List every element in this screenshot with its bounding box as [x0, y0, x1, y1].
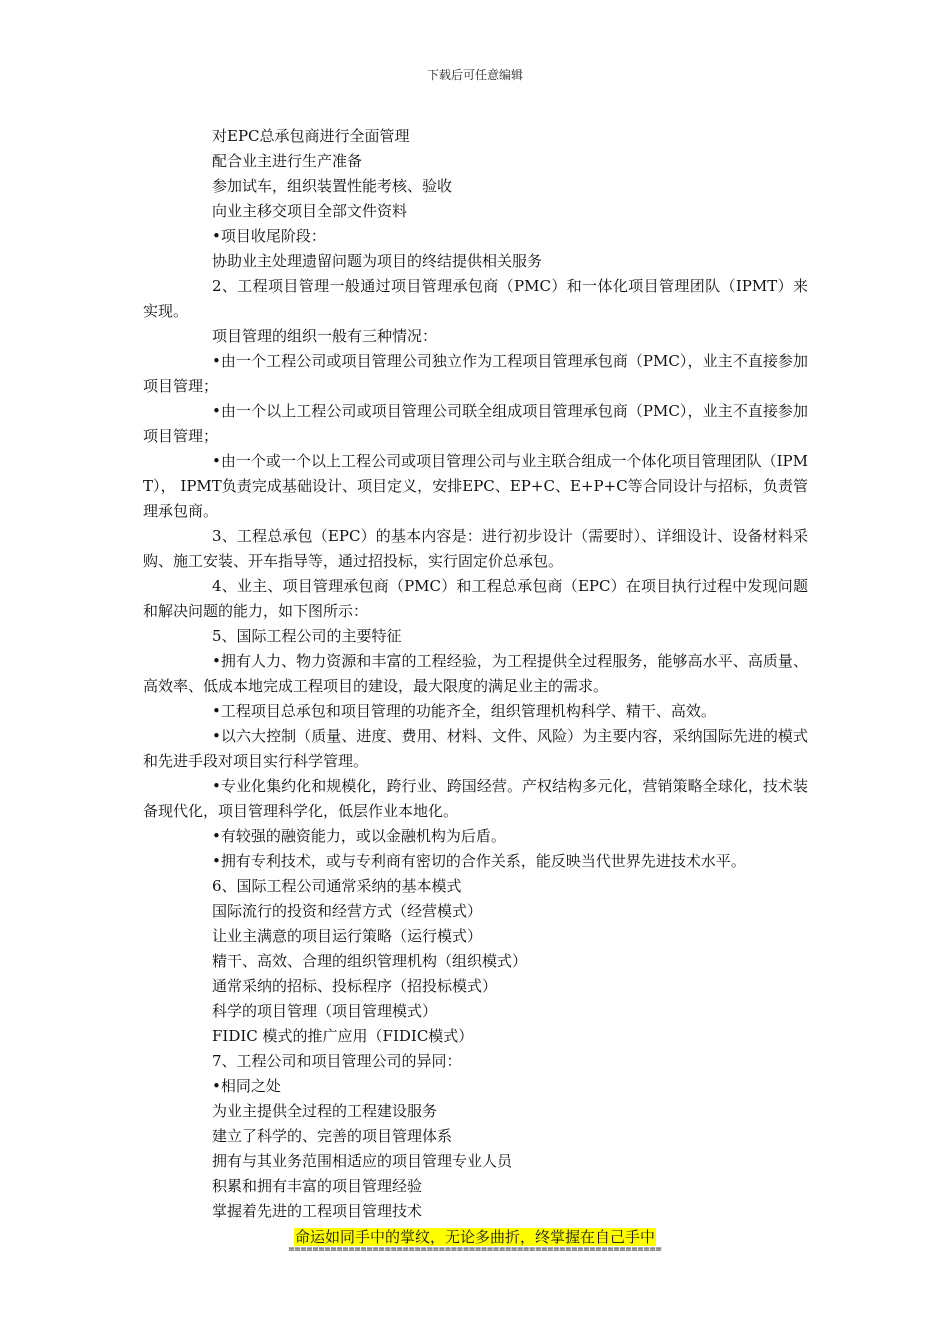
paragraph: •由一个工程公司或项目管理公司独立作为工程项目管理承包商（PMC），业主不直接参加项目管理；	[143, 352, 808, 395]
document-body	[143, 124, 808, 1224]
page-header: 下载后可任意编辑	[426, 68, 523, 82]
paragraph: 拥有与其业务范围相适应的项目管理专业人员	[212, 1152, 513, 1170]
paragraph: 为业主提供全过程的工程建设服务	[212, 1102, 438, 1120]
paragraph: 3、工程总承包（EPC）的基本内容是：进行初步设计（需要时）、详细设计、设备材料采购、施工安装、开车指导等，通过招投标，实行固定价总承包。	[143, 527, 808, 570]
paragraph: •拥有专利技术，或与专利商有密切的合作关系，能反映当代世界先进技术水平。	[212, 852, 746, 870]
paragraph: 协助业主处理遗留问题为项目的终结提供相关服务	[212, 252, 543, 270]
paragraph: 对EPC总承包商进行全面管理	[212, 127, 410, 145]
paragraph: 配合业主进行生产准备	[212, 152, 363, 170]
paragraph: •项目收尾阶段：	[212, 227, 326, 245]
paragraph: •由一个或一个以上工程公司或项目管理公司与业主联合组成一个体化项目管理团队（IPMT）， IPMT负责完成基础设计、项目定义，安排EPC、EP+C、E+P+C等合同设计与招标，负责管理承包商。	[143, 452, 808, 520]
paragraph: •专业化集约化和规模化，跨行业、跨国经营。产权结构多元化，营销策略全球化，技术装备现代化，项目管理科学化，低层作业本地化。	[143, 777, 808, 820]
paragraph: 6、国际工程公司通常采纳的基本模式	[212, 877, 462, 895]
paragraph: •有较强的融资能力，或以金融机构为后盾。	[212, 827, 506, 845]
paragraph: 掌握着先进的工程项目管理技术	[212, 1202, 423, 1220]
paragraph: 2、工程项目管理一般通过项目管理承包商（PMC）和一体化项目管理团队（IPMT）来实现。	[143, 277, 808, 320]
paragraph: 科学的项目管理（项目管理模式）	[212, 1002, 438, 1020]
paragraph: 通常采纳的招标、投标程序（招投标模式）	[212, 977, 498, 995]
paragraph: FIDIC 模式的推广应用（FIDIC模式）	[212, 1027, 474, 1045]
footer-motto-text: 命运如同手中的掌纹，无论多曲折，终掌握在自己手中	[294, 1228, 655, 1246]
paragraph: •相同之处	[212, 1077, 281, 1095]
paragraph: 积累和拥有丰富的项目管理经验	[212, 1177, 423, 1195]
paragraph: 5、国际工程公司的主要特征	[212, 627, 402, 645]
paragraph: •由一个以上工程公司或项目管理公司联全组成项目管理承包商（PMC），业主不直接参加项目管理；	[143, 402, 808, 445]
paragraph: 4、业主、项目管理承包商（PMC）和工程总承包商（EPC）在项目执行过程中发现问题和解决问题的能力，如下图所示：	[143, 577, 808, 620]
paragraph: 让业主满意的项目运行策略（运行模式）	[212, 927, 483, 945]
paragraph: 向业主移交项目全部文件资料	[212, 202, 408, 220]
paragraph: 项目管理的组织一般有三种情况：	[212, 327, 438, 345]
footer-separator: ==============================================================	[288, 1244, 662, 1255]
paragraph: 国际流行的投资和经营方式（经营模式）	[212, 902, 483, 920]
paragraph: 7、工程公司和项目管理公司的异同：	[212, 1052, 462, 1070]
paragraph: •工程项目总承包和项目管理的功能齐全，组织管理机构科学、精干、高效。	[212, 702, 716, 720]
paragraph: 建立了科学的、完善的项目管理体系	[212, 1127, 453, 1145]
paragraph: 参加试车，组织装置性能考核、验收	[212, 177, 453, 195]
paragraph: •拥有人力、物力资源和丰富的工程经验，为工程提供全过程服务，能够高水平、高质量、高效率、低成本地完成工程项目的建设，最大限度的满足业主的需求。	[143, 652, 808, 695]
paragraph: •以六大控制（质量、进度、费用、材料、文件、风险）为主要内容，采纳国际先进的模式和先进手段对项目实行科学管理。	[143, 727, 808, 770]
paragraph: 精干、高效、合理的组织管理机构（组织模式）	[212, 952, 528, 970]
